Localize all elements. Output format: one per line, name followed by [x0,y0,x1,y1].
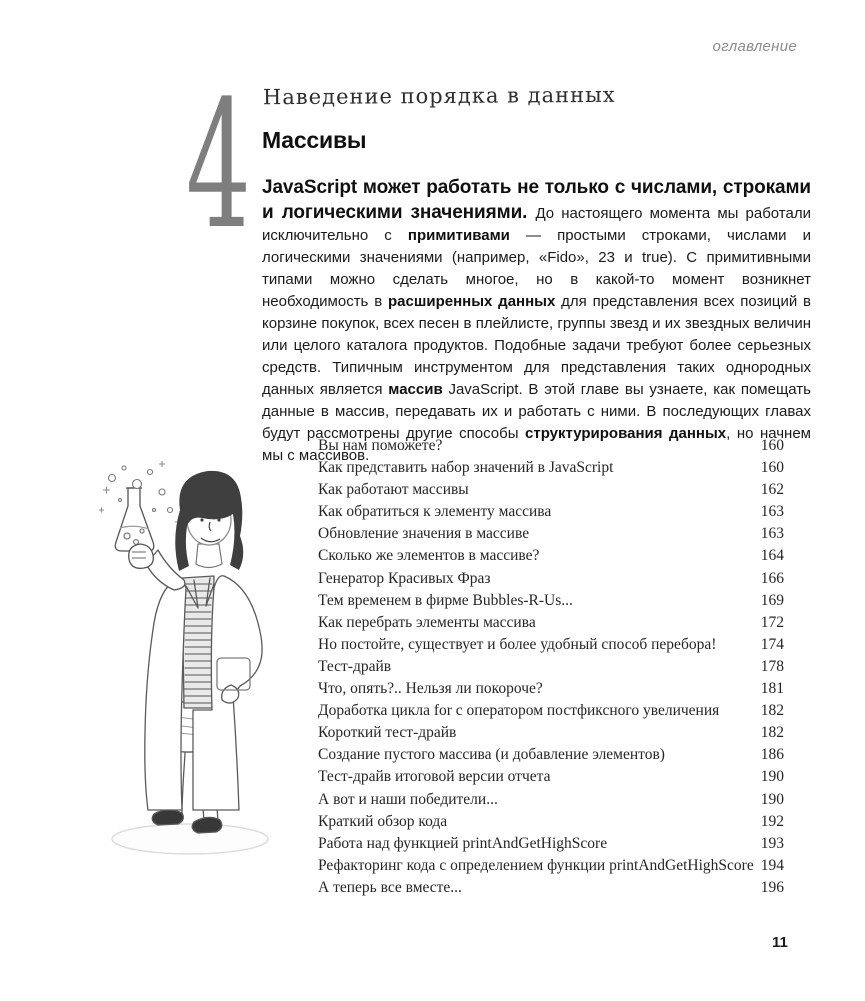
toc-entry [318,855,784,877]
toc-entry-title: Обновление значения в массиве [318,525,530,543]
toc-entry [318,744,784,766]
chapter-number: 4 [186,63,251,268]
toc-entry [318,789,784,811]
toc-entry [318,501,784,523]
toc-entry [318,833,784,855]
toc-entry-page: 193 [760,834,784,852]
toc-entry-page: 163 [760,525,784,543]
toc-entry-page: 169 [760,591,784,609]
toc-entry-page: 190 [760,790,784,808]
toc-entry-title: Как представить набор значений в JavaScript [318,459,614,477]
toc-entry [318,811,784,833]
toc-entry-title: Что, опять?.. Нельзя ли покороче? [318,680,543,698]
toc-entry-title: Доработка цикла for с оператором постфиксного увеличения [318,702,720,720]
toc-entry-page: 172 [760,613,784,631]
toc-entry-title: Рефакторинг кода с определением функции printAndGetHighScore [318,856,754,874]
toc-entry-page: 178 [760,657,784,675]
toc-entry [318,568,784,590]
shoe [192,817,222,833]
toc-entry-title: Тем временем в фирме Bubbles-R-Us... [318,591,573,609]
intro-segment: — простыми строками, числами и логическими значениями (например, «Fido», 23 и true). С примитивными типами можно сделать многое, но в какой-то момент возникнет необходимость в [262,227,811,310]
flask [115,488,154,551]
intro-segment: JavaScript может работать не только с числами, строками и логическими значениями. [262,177,811,223]
toc-entry-title: Генератор Красивых Фраз [318,569,491,587]
intro-segment: массив [388,381,443,398]
scientist-illustration [90,458,280,878]
intro-segment: До настоящего момента мы работали исключительно с [262,205,811,244]
toc-entry [318,656,784,678]
toc-entry-page: 192 [760,812,784,830]
toc-entry [318,479,784,501]
toc-entry-page: 163 [760,503,784,521]
toc-entry [318,612,784,634]
toc-entry-page: 162 [760,481,784,499]
toc-entry-title: Вы нам поможете? [318,437,443,454]
toc-entry-page: 174 [760,635,784,653]
toc-entry [318,435,784,457]
toc-entry [318,545,784,567]
toc-entry [318,700,784,722]
toc-entry-page: 160 [760,437,784,454]
toc-entry-title: Сколько же элементов в массиве? [318,547,540,565]
toc-entry-title: Но постойте, существует и более удобный способ перебора! [318,635,717,653]
toc-entry-page: 186 [760,746,784,764]
toc-entry [318,457,784,479]
toc-entry-page: 181 [760,680,784,698]
toc-entry-page: 194 [760,856,784,874]
toc-entry [318,678,784,700]
toc-entry [318,590,784,612]
toc-entry-page: 166 [760,569,784,587]
toc-entry-page: 182 [760,724,784,742]
toc-entry-title: А вот и наши победители... [318,790,498,808]
toc-entry-title: Тест-драйв [318,657,392,675]
toc-entry [318,523,784,545]
intro-segment: JavaScript. В этой главе вы узнаете, как помещать данные в массив, передавать их и работать с ними. В последующих главах будут рассмотрены другие способы [262,381,811,442]
head [175,471,243,571]
intro-segment: расширенных данных [388,293,556,310]
chapter-kicker: Наведение порядка в данных [262,82,616,110]
toc-entry-title: Как перебрать элементы массива [318,613,536,631]
intro-paragraph [262,175,811,467]
toc-entry-page: 160 [760,459,784,477]
ground-shadow [112,824,268,854]
chapter-title: Массивы [262,127,367,153]
toc-entry [318,766,784,788]
toc-list [318,435,784,899]
intro-segment: структурирования данных [525,425,727,442]
intro-segment: , но начнем мы с массивов. [262,425,811,464]
toc-entry [318,722,784,744]
toc-entry-page: 182 [760,702,784,720]
toc-entry-title: Как работают массивы [318,481,469,499]
toc-entry-title: Тест-драйв итоговой версии отчета [318,768,551,786]
toc-entry-title: Короткий тест-драйв [318,724,457,742]
toc-entry [318,634,784,656]
coat-left [145,579,186,810]
toc-entry-title: Краткий обзор кода [318,812,448,830]
intro-segment: для представления всех позиций в корзине покупок, всех песен в плейлисте, группы звезд и их звездных величин или целого каталога продуктов. Подобные задачи требуют более серьезных средств. Типичным инструментом для представления таких однородных данных является [262,293,812,398]
toc-entry-title: Работа над функцией printAndGetHighScore [318,834,608,852]
toc-entry-title: Как обратиться к элементу массива [318,503,552,521]
intro-segment: примитивами [407,227,510,244]
page-number: 11 [772,934,788,951]
holding-hand [129,544,154,568]
toc-entry-title: Создание пустого массива (и добавление элементов) [318,746,665,764]
toc-entry [318,877,784,899]
running-header: оглавление [712,38,797,55]
toc-entry-page: 164 [760,547,784,565]
toc-entry-title: А теперь все вместе... [318,878,462,896]
shoe [152,810,183,825]
toc-entry-page: 196 [760,878,784,896]
toc-entry-page: 190 [760,768,784,786]
